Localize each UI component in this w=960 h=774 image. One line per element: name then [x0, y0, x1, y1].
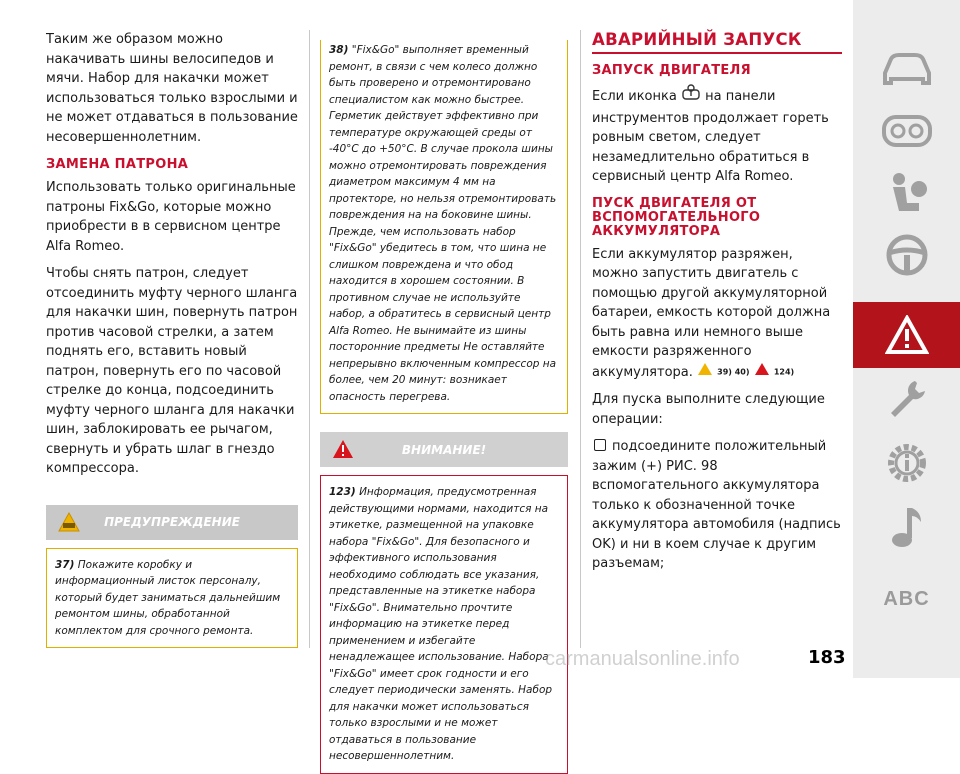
note-38 [329, 42, 559, 405]
note-123-text: Информация, предусмотренная действующими нормами, находится на этикетке, размещенной на упаковке набора "Fix&Go". Для безопасного и эффективного использования необходимо соблюдать все указания, представленные на этикетке набора "Fix&Go". Внимательно прочтите информацию на этикетке перед применением и избегайте ненадлежащее использование. Набора "Fix&Go" имеет срок годности и его следует периодически заменять. Набор для накачки может использоваться только взрослыми и не может отдаваться в пользование несовершеннолетним. [329, 486, 553, 762]
sidebar-item-maintenance[interactable] [853, 368, 960, 430]
paragraph-original-cartridges: Использовать только оригинальные патроны Fix&Go, которые можно приобрести в в сервисном центре Alfa Romeo. [46, 180, 296, 254]
step-connect-positive-text: подсоедините положительный зажим (+) РИС. 98 вспомогательного аккумулятора только к обозначенной точке аккумулятора автомобиля (надпись OK) и ни в коем случае к другим разъемам; [592, 439, 841, 571]
chapter-sidebar [853, 0, 960, 678]
paragraph-remove-cartridge: Чтобы снять патрон, следует отсоединить муфту черного шланга для накачки шин, повернуть патрон против часовой стрелки, а затем поднять его, вставить новый патрон, повернуть его по часовой стрелке до конца, подсоединить муфту черного шланга для накачки шин, заблокировать ее рычагом, свернуть и убрать шлаг в гнездо компрессора. [46, 266, 298, 476]
column-middle [320, 40, 568, 774]
sidebar-item-car[interactable] [853, 38, 960, 100]
page-number: 183 [808, 647, 846, 668]
sidebar-item-dashboard[interactable] [853, 100, 960, 162]
section-heading-aux-battery: ПУСК ДВИГАТЕЛЯ ОТ ВСПОМОГАТЕЛЬНОГО АККУМУЛЯТОРА [592, 195, 761, 239]
danger-triangle-small-icon [754, 362, 770, 383]
dashboard-gauges-icon [881, 113, 933, 149]
column-right [592, 30, 842, 582]
warning-banner [46, 505, 298, 540]
note-123-box [320, 475, 568, 774]
steering-wheel-icon [885, 233, 929, 277]
paragraph-warning-light [592, 84, 842, 187]
column-divider-2 [580, 30, 581, 648]
note-37 [55, 557, 289, 640]
note-123 [329, 484, 559, 765]
wrench-icon [885, 377, 929, 421]
paragraph-start-steps: Для пуска выполните следующие операции: [592, 392, 825, 427]
watermark: carmanualsonline.info [545, 648, 740, 670]
section-heading-replace-cartridge: ЗАМЕНА ПАТРОНА [46, 157, 189, 172]
music-note-icon [887, 504, 927, 550]
paragraph-warning-light-end: на панели инструментов продолжает гореть ровным светом, следует незамедлительно обратиться в сервисный центр Alfa Romeo. [592, 88, 829, 184]
column-divider [309, 30, 310, 648]
danger-triangle-icon [332, 439, 354, 462]
airbag-seat-icon [885, 171, 929, 215]
caution-triangle-icon [697, 362, 713, 383]
note-123-number: 123) [329, 486, 356, 498]
sidebar-item-driving[interactable] [853, 224, 960, 286]
column-left [46, 30, 298, 648]
ref-124: 124) [773, 367, 795, 376]
note-37-number: 37) [55, 558, 75, 571]
paragraph-warning-light-start: Если иконка [592, 88, 677, 104]
attention-banner [320, 432, 568, 467]
section-heading-engine-start: ЗАПУСК ДВИГАТЕЛЯ [592, 63, 751, 78]
car-icon [881, 51, 933, 87]
paragraph-battery-text: Если аккумулятор разряжен, можно запустить двигатель с помощью другой аккумуляторной батареи, емкость которой должна быть равна или немного выше емкости разряженного аккумулятора. [592, 246, 831, 380]
ref-39-40: 39) 40) [717, 367, 750, 376]
note-38-number: 38) [329, 44, 349, 56]
page-title: АВАРИЙНЫЙ ЗАПУСК [592, 30, 842, 54]
sidebar-item-safety[interactable] [853, 162, 960, 224]
warning-triangle-icon [58, 512, 80, 535]
info-gear-icon [884, 440, 930, 486]
checkbox-bullet-icon [594, 439, 606, 451]
note-37-box [46, 548, 298, 649]
note-37-text: Покажите коробку и информационный листок персоналу, который будет заниматься дальнейшим ремонтом шины, обработанной комплектом для срочного ремонта. [55, 558, 281, 637]
note-38-box [320, 40, 568, 414]
sidebar-item-emergency[interactable] [853, 302, 960, 368]
sidebar-item-multimedia[interactable] [853, 496, 960, 558]
sidebar-item-technical-data[interactable] [853, 432, 960, 494]
note-38-text: "Fix&Go" выполняет временный ремонт, в связи с чем колесо должно быть проверено и отремонтировано специалистом как можно быстрее. Герметик действует эффективно при температуре окружающей среды от -40°C до +50°C. В случае прокола шины можно отремонтировать повреждения диаметром максимум 4 мм на протекторе, но нельзя отремонтировать повреждения на на боковине шины. Прежде, чем использовать набор "Fix&Go" убедитесь в том, что шина не слишком повреждена и что обод находится в хорошем состоянии. В противном случае не используйте набор, а обратитесь в сервисный центр Alfa Romeo. Не вынимайте из шины посторонние предметы Не оставляйте непрерывно включенным компрессор на более, чем 20 минут: возникает опасность перегрева. [329, 44, 557, 403]
sidebar-item-index[interactable] [853, 568, 960, 630]
intro-paragraph: Таким же образом можно накачивать шины велосипедов и мячи. Набор для накачки может использоваться только взрослыми и не может отдаваться в пользование несовершеннолетним. [46, 32, 298, 145]
abc-index-label: ABC [883, 587, 930, 610]
paragraph-battery [592, 245, 842, 383]
warning-banner-label: ПРЕДУПРЕЖДЕНИЕ [104, 515, 240, 529]
emergency-warning-icon [885, 315, 929, 355]
immobilizer-car-key-icon [681, 84, 701, 109]
attention-banner-label: ВНИМАНИЕ! [401, 442, 487, 457]
step-connect-positive [592, 437, 842, 574]
